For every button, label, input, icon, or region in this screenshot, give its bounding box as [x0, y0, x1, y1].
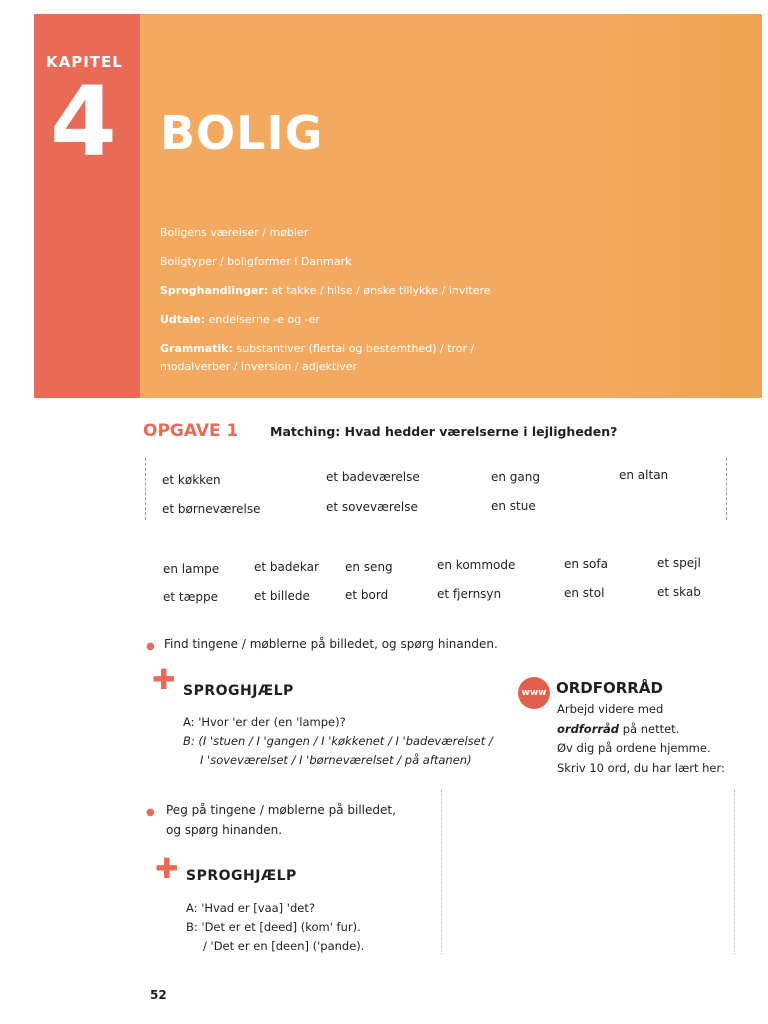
furniture-word: en stol — [564, 586, 605, 600]
topic-line: Sproghandlinger: at takke / hilse / ønske tillykke / invitere — [160, 284, 491, 297]
ordforrad-text: Arbejd videre med ordforråd på nettet. Øv dig på ordene hjemme. Skriv 10 ord, du har lært her: — [557, 702, 725, 775]
dialog-line: A: 'Hvor 'er der (en 'lampe)? — [183, 715, 346, 729]
topic-line: Grammatik: substantiver (flertal og bestemthed) / tror / — [160, 342, 475, 355]
furniture-word: et spejl — [657, 556, 701, 570]
bullet-icon: ● — [146, 807, 155, 818]
chapter-title: BOLIG — [160, 106, 324, 160]
instruction-point: Peg på tingene / møblerne på billedet, og spørg hinanden. — [166, 803, 396, 837]
page-number: 52 — [150, 988, 167, 1002]
furniture-word: en lampe — [163, 562, 220, 576]
banner-shade — [600, 14, 762, 398]
exercise-label: OPGAVE 1 — [143, 421, 239, 441]
sproghjaelp-heading: SPROGHJÆLP — [183, 683, 294, 699]
furniture-word: et fjernsyn — [437, 587, 502, 601]
kapitel-label: KAPITEL — [46, 53, 123, 71]
dialog-line: I 'soveværelset / I 'børneværelset / på aftanen) — [200, 753, 472, 767]
chapter-number: 4 — [50, 66, 117, 178]
room-word: et børneværelse — [162, 502, 261, 516]
dialog-line: / 'Det er en [deen] ('pande). — [203, 939, 365, 953]
ordforrad-heading: ORDFORRÅD — [556, 679, 663, 697]
dialog-line: B: (I 'stuen / I 'gangen / I 'køkkenet / I 'badeværelset / — [183, 734, 493, 748]
room-word: et køkken — [162, 473, 221, 487]
furniture-word: et skab — [657, 585, 701, 599]
furniture-word: et tæppe — [163, 590, 219, 604]
furniture-word: en seng — [345, 560, 393, 574]
topic-line: Boligtyper / boligformer i Danmark — [160, 255, 352, 268]
plus-icon: ✚ — [152, 663, 176, 696]
www-icon: www — [518, 677, 550, 709]
room-word: en altan — [619, 468, 669, 482]
topic-line: Boligens værelser / møbler — [160, 226, 309, 239]
instruction-find: Find tingene / møblerne på billedet, og spørg hinanden. — [164, 637, 498, 651]
furniture-word: et badekar — [254, 560, 319, 574]
exercise-title: Matching: Hvad hedder værelserne i lejligheden? — [270, 424, 618, 439]
plus-icon: ✚ — [155, 852, 179, 885]
furniture-word: en sofa — [564, 557, 608, 571]
room-word: en stue — [491, 499, 536, 513]
topic-line-continuation: modalverber / inversion / adjektiver — [160, 360, 358, 373]
furniture-word: en kommode — [437, 558, 516, 572]
room-word: et badeværelse — [326, 470, 420, 484]
furniture-word: et bord — [345, 588, 389, 602]
write-area — [441, 790, 735, 954]
sproghjaelp-heading: SPROGHJÆLP — [186, 868, 297, 884]
dialog-line: B: 'Det er et [deed] (kom' fur). — [186, 920, 361, 934]
bullet-icon: ● — [146, 641, 155, 652]
chapter-topics — [160, 218, 580, 377]
room-word: et soveværelse — [326, 500, 418, 514]
furniture-word: et billede — [254, 589, 310, 603]
room-word: en gang — [491, 470, 540, 484]
dialog-line: A: 'Hvad er [vaa] 'det? — [186, 901, 315, 915]
topic-line: Udtale: endelserne -e og -er — [160, 313, 320, 326]
